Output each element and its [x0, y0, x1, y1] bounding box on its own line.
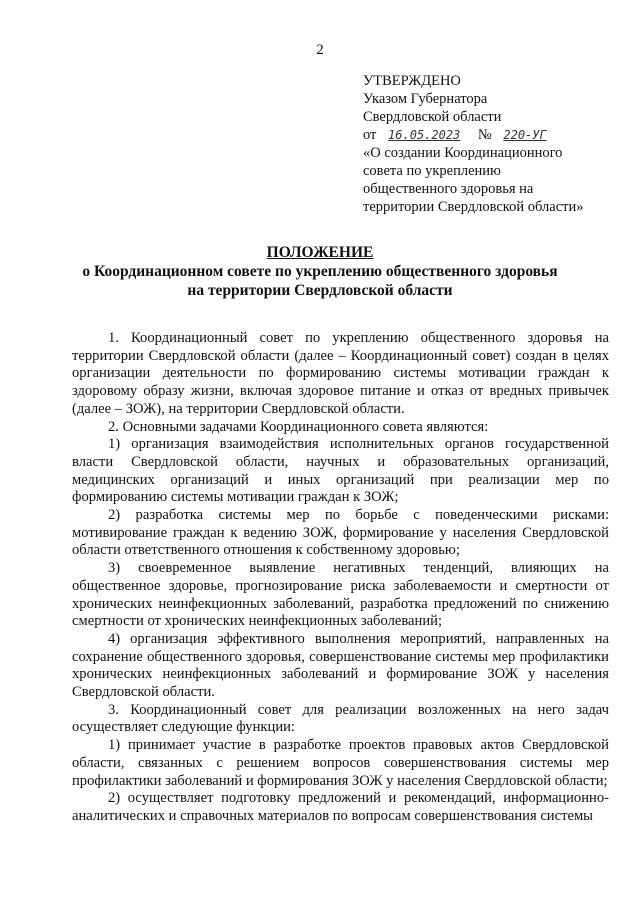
- decree-title-line: совета по укреплению: [363, 163, 501, 179]
- paragraph: 2. Основными задачами Координационного совета являются:: [108, 418, 489, 435]
- decree-title-line: «О создании Координационного: [363, 145, 563, 161]
- approval-date-line: [363, 126, 623, 144]
- number-value: 220-УГ: [503, 128, 547, 142]
- paragraph: 3) своевременное выявление негативных тенденций, влияющих на общественное здоровье, прогнозирование риска заболеваемости и смертности от хронических неинфекционных заболеваний, разработка предложений по снижению смертности от хронических неинфекционных заболеваний;: [72, 560, 609, 630]
- paragraph: 2) осуществляет подготовку предложений и рекомендаций, информационно-аналитических и справочных материалов по вопросам совершенствования системы: [72, 790, 609, 824]
- title-subtitle: на территории Свердловской области: [187, 282, 453, 299]
- document-body: [72, 330, 609, 826]
- document-title: [0, 243, 640, 300]
- decree-title-line: территории Свердловской области»: [363, 199, 584, 215]
- decree-title-line: общественного здоровья на: [363, 181, 534, 197]
- title-subtitle: о Координационном совете по укреплению общественного здоровья: [82, 263, 558, 280]
- paragraph: 1) принимает участие в разработке проектов правовых актов Свердловской области, связанных с решением вопросов совершенствования системы мер профилактики заболеваний и формирования ЗОЖ у населения Свердловской области;: [72, 737, 609, 789]
- date-prefix: от: [363, 127, 377, 143]
- paragraph: 2) разработка системы мер по борьбе с поведенческими рисками: мотивирование граждан к ведению ЗОЖ, формирование у населения Свердловской области ответственного отношения к собственному здоровью;: [72, 507, 609, 559]
- date-value: 16.05.2023: [388, 128, 461, 142]
- paragraph: 1) организация взаимодействия исполнительных органов государственной власти Свердловской области, научных и образовательных организаций, медицинских организаций и иных организаций при реализации мер по формированию системы мотивации граждан к ЗОЖ;: [72, 436, 609, 506]
- approval-stamp: [363, 72, 623, 216]
- number-prefix: №: [477, 127, 492, 143]
- paragraph: 1. Координационный совет по укреплению общественного здоровья на территории Свердловской области (далее – Координационный совет) создан в целях организации деятельности по формированию системы мотивации граждан к здоровому образу жизни, включая здоровое питание и отказ от вредных привычек (далее – ЗОЖ), на территории Свердловской области.: [72, 330, 609, 417]
- approval-line: Свердловской области: [363, 109, 502, 125]
- approval-line: Указом Губернатора: [363, 91, 488, 107]
- page-number: 2: [316, 42, 324, 58]
- paragraph: 3. Координационный совет для реализации возложенных на него задач осуществляет следующие функции:: [72, 701, 609, 736]
- paragraph: 4) организация эффективного выполнения мероприятий, направленных на сохранение общественного здоровья, совершенствование системы мер профилактики хронических неинфекционных заболеваний и формирование ЗОЖ у населения Свердловской области.: [72, 630, 609, 701]
- approval-heading: УТВЕРЖДЕНО: [363, 73, 461, 89]
- title-main: ПОЛОЖЕНИЕ: [266, 244, 374, 261]
